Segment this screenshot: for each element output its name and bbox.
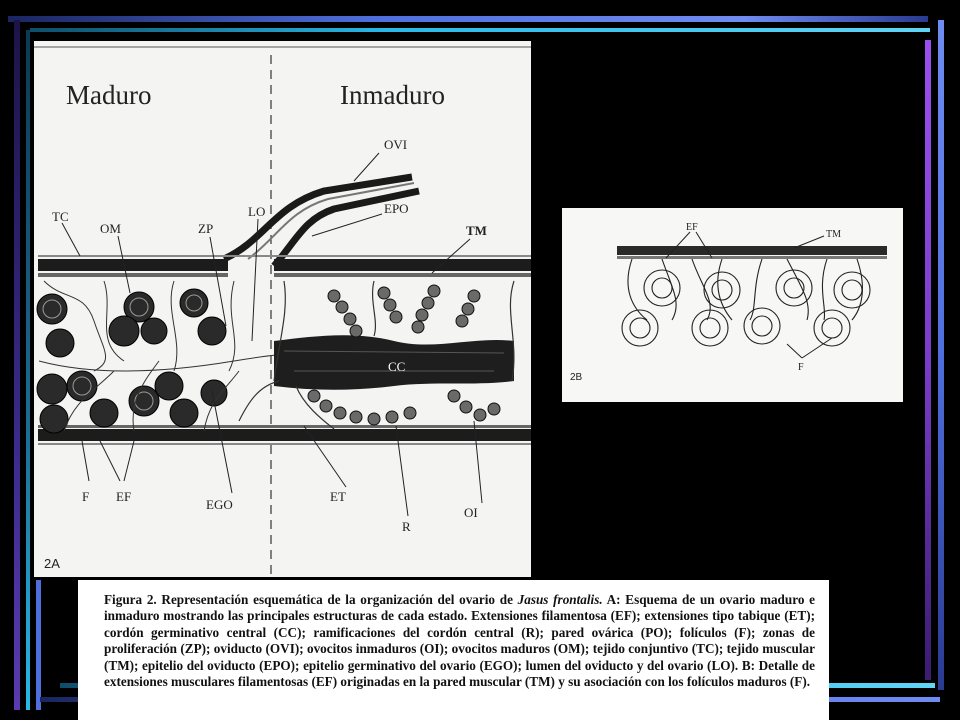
label-lo: LO xyxy=(248,204,266,219)
label-tm-b: TM xyxy=(826,229,841,240)
label-ego: EGO xyxy=(206,497,233,512)
mature-follicles xyxy=(622,270,870,346)
oviduct xyxy=(224,177,419,266)
frame-line-left-blue xyxy=(36,580,41,710)
frame-line-top-blue xyxy=(8,16,928,22)
label-r: R xyxy=(402,519,411,534)
figure-2a-diagram xyxy=(34,41,531,577)
label-f: F xyxy=(82,489,90,504)
figure-2a-panel xyxy=(34,41,531,577)
label-zp: ZP xyxy=(198,221,214,236)
label-tc: TC xyxy=(52,209,69,224)
caption-body: A: Esquema de un ovario maduro e inmaduro mostrando las principales estructuras de cada estado. Extensiones filamentosa (EF); extensiones tipo tabique (ET); cordón germinativo central (CC); ramificaciones del cordón central (R); pared ovárica (PO); folículos (F); zonas de proliferación (ZP); oviducto (OVI); ovocitos inmaduros (OI); ovocitos maduros (OM); tejido conjuntivo (TC); tejido muscular (TM); epitelio del oviducto (EPO); epitelio germinativo del ovario (EGO); lumen del oviducto y del ovario (LO). B: Detalle de extensiones musculares filamentosas (EF) originadas en la pared muscular (TM) y su asociación con los folículos maduros (F). xyxy=(104,592,815,690)
panel-label-2b: 2B xyxy=(570,372,583,383)
mature-oocytes xyxy=(37,289,227,433)
frame-line-top-cyan xyxy=(30,28,930,32)
frame-line-right-blue xyxy=(938,20,944,690)
label-ovi: OVI xyxy=(384,137,408,152)
figure-2b-panel xyxy=(562,208,903,402)
caption-lead: Figura 2. Representación esquemática de la organización del ovario de xyxy=(104,592,513,607)
label-epo: EPO xyxy=(384,201,409,216)
label-om: OM xyxy=(100,221,121,236)
label-oi: OI xyxy=(464,505,478,520)
figure-2b-diagram xyxy=(562,208,903,402)
heading-inmaduro: Inmaduro xyxy=(340,80,445,110)
label-cc: CC xyxy=(388,359,406,374)
lower-ovarian-wall xyxy=(38,425,531,445)
frame-line-right-violet xyxy=(925,40,931,680)
label-ef: EF xyxy=(116,489,132,504)
muscle-wall xyxy=(617,246,887,259)
heading-maduro: Maduro xyxy=(66,80,152,110)
caption-species: Jasus frontalis. xyxy=(517,592,603,607)
label-f-b: F xyxy=(798,362,804,373)
figure-caption xyxy=(78,580,829,720)
frame-line-left-violet xyxy=(14,20,20,710)
panel-label-2a: 2A xyxy=(44,556,60,571)
frame-line-left-cyan xyxy=(26,30,30,710)
label-tm: TM xyxy=(466,223,487,238)
label-ef-b: EF xyxy=(686,222,698,233)
label-et: ET xyxy=(330,489,346,504)
